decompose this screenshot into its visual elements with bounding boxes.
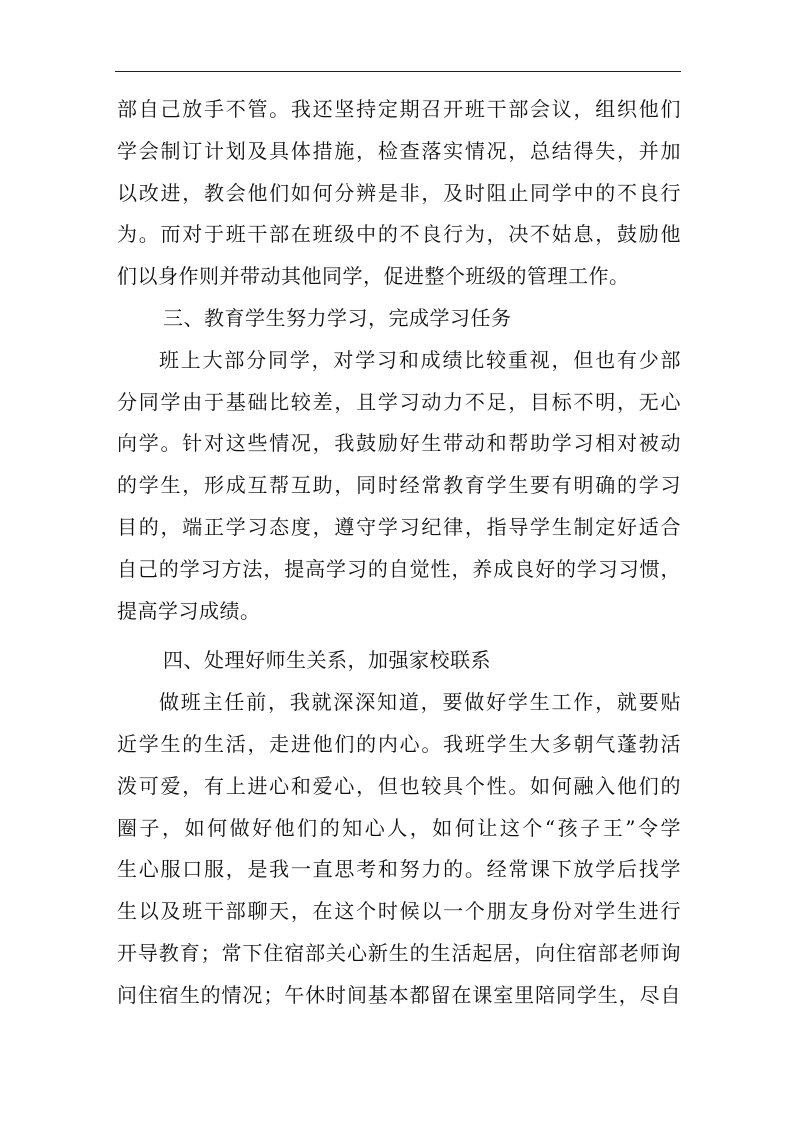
text-line: 部自己放手不管。我还坚持定期召开班干部会议，组织他们 (117, 97, 681, 121)
text-line: 们以身作则并带动其他同学，促进整个班级的管理工作。 (117, 264, 630, 289)
text-line: 以改进，教会他们如何分辨是非，及时阻止同学中的不良行 (117, 180, 681, 205)
text-line: 向学。针对这些情况，我鼓励好生带动和帮助学习相对被动 (117, 431, 681, 456)
paragraph-first-line: 做班主任前，我就深深知道，要做好学生工作，就要贴 (159, 690, 681, 715)
section-heading: 三、教育学生努力学习，完成学习任务 (163, 305, 512, 330)
paragraph-first-line: 班上大部分同学，对学习和成绩比较重视，但也有少部 (159, 347, 681, 372)
text-line: 开导教育；常下住宿部关心新生的生活起居，向住宿部老师询 (117, 940, 681, 965)
text-line: 为。而对于班干部在班级中的不良行为，决不姑息，鼓励他 (117, 222, 681, 247)
document-body (117, 89, 681, 1017)
section-heading: 四、处理好师生关系，加强家校联系 (163, 648, 491, 673)
text-line: 的学生，形成互帮互助，同时经常教育学生要有明确的学习 (117, 473, 681, 498)
text-line: 生心服口服，是我一直思考和努力的。经常课下放学后找学 (117, 857, 681, 882)
text-line: 分同学由于基础比较差，且学习动力不足，目标不明，无心 (117, 389, 681, 414)
text-line: 目的，端正学习态度，遵守学习纪律，指导学生制定好适合 (117, 514, 681, 539)
text-line: 近学生的生活，走进他们的内心。我班学生大多朝气蓬勃活 (117, 731, 681, 756)
text-line: 问住宿生的情况；午休时间基本都留在课室里陪同学生，尽自 (117, 982, 681, 1007)
text-line: 学会制订计划及具体措施，检查落实情况，总结得失，并加 (117, 138, 681, 163)
header-rule (115, 71, 681, 72)
text-line: 泼可爱，有上进心和爱心，但也较具个性。如何融入他们的 (117, 773, 681, 798)
text-line: 提高学习成绩。 (117, 598, 261, 623)
text-line: 生以及班干部聊天，在这个时候以一个朋友身份对学生进行 (117, 899, 681, 924)
text-line: 圈子，如何做好他们的知心人，如何让这个“孩子王”令学 (117, 815, 681, 840)
text-line: 自己的学习方法，提高学习的自觉性，养成良好的学习习惯， (117, 556, 681, 581)
